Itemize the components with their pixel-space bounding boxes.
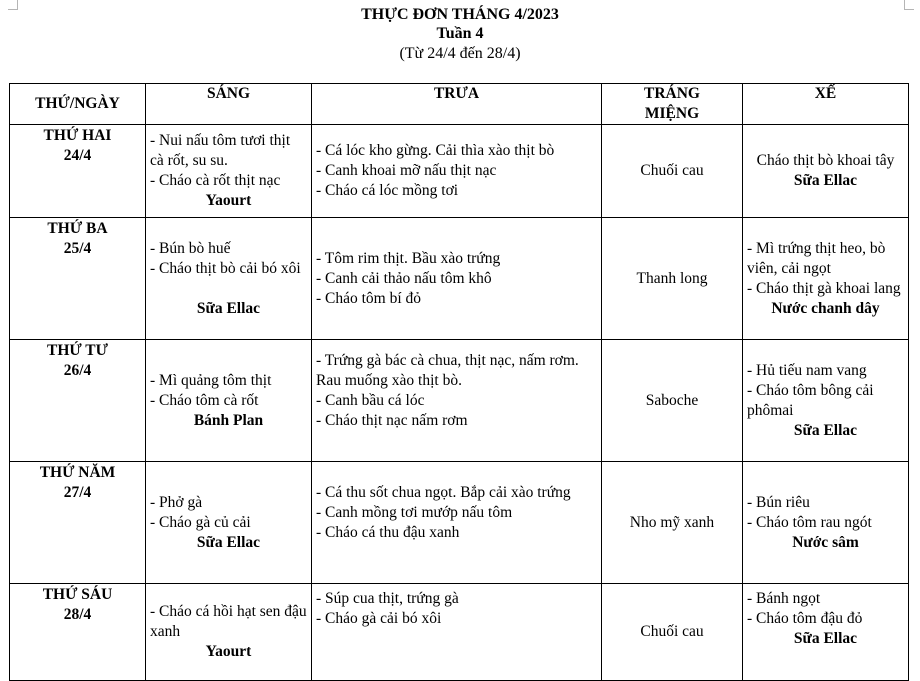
afternoon-cell (743, 340, 909, 462)
lunch-item: - Súp cua thịt, trứng gà (316, 590, 459, 607)
day-cell (10, 584, 146, 681)
lunch-item: - Canh cải thảo nấu tôm khô (316, 269, 492, 287)
morning-item: - Bún bò huế (150, 239, 231, 257)
dessert-cell: Chuối cau (602, 584, 743, 681)
morning-cell (146, 218, 312, 340)
lunch-cell (312, 340, 602, 462)
lunch-item: - Cá lóc kho gừng. Cải thìa xào thịt bò (316, 142, 555, 159)
afternoon-item: - Hủ tiếu nam vang (747, 361, 867, 379)
col-header-dessert-line2: MIỆNG (644, 105, 700, 122)
day-date: 25/4 (63, 240, 92, 257)
afternoon-cell (743, 462, 909, 584)
col-header-morning: SÁNG (146, 84, 312, 125)
afternoon-drink: Nước chanh dây (771, 299, 880, 317)
afternoon-item: - Cháo tôm rau ngót (747, 513, 872, 531)
day-date: 28/4 (63, 606, 92, 623)
date-range: (Từ 24/4 đến 28/4) (399, 45, 521, 62)
day-cell (10, 340, 146, 462)
morning-drink: Sữa Ellac (196, 533, 261, 551)
morning-item: - Phở gà (150, 493, 203, 511)
table-row (10, 218, 909, 340)
lunch-item: - Tôm rim thịt. Bầu xào trứng (316, 249, 501, 267)
lunch-cell (312, 584, 602, 681)
day-name: THỨ HAI (43, 127, 112, 144)
lunch-cell (312, 218, 602, 340)
morning-item: - Nui nấu tôm tươi thịt cà rốt, su su. (150, 132, 291, 169)
lunch-item: - Cháo cá lóc mồng tơi (316, 182, 459, 199)
day-name: THỨ TƯ (46, 342, 108, 359)
afternoon-cell (743, 584, 909, 681)
table-row (10, 584, 909, 681)
afternoon-item: Cháo thịt bò khoai tây (756, 152, 895, 169)
lunch-item: - Cháo thịt nạc nấm rơm (316, 411, 468, 429)
spacer (316, 543, 597, 563)
dessert-cell: Thanh long (602, 218, 743, 340)
lunch-item: - Canh mồng tơi mướp nấu tôm (316, 503, 513, 521)
morning-snack: Bánh Plan (193, 411, 264, 429)
morning-item: - Cháo cà rốt thịt nạc (150, 172, 281, 189)
lunch-item: - Cháo cá thu đậu xanh (316, 523, 460, 541)
day-name: THỨ SÁU (42, 586, 113, 603)
col-header-dessert-line1: TRÁNG (644, 85, 700, 102)
lunch-cell (312, 125, 602, 218)
table-row (10, 125, 909, 218)
lunch-item: - Trứng gà bác cà chua, thịt nạc, nấm rơm. Rau muống xào thịt bò. (316, 351, 579, 389)
lunch-item: - Canh khoai mỡ nấu thịt nạc (316, 162, 497, 179)
day-date: 27/4 (63, 484, 92, 501)
day-date: 24/4 (63, 147, 92, 164)
col-header-dessert (602, 84, 743, 125)
dessert-cell: Nho mỹ xanh (602, 462, 743, 584)
lunch-item: - Cháo tôm bí đỏ (316, 289, 422, 307)
afternoon-drink: Sữa Ellac (793, 172, 858, 189)
afternoon-drink: Sữa Ellac (793, 421, 858, 439)
afternoon-drink: Sữa Ellac (793, 630, 858, 647)
afternoon-cell (743, 125, 909, 218)
morning-item: - Cháo cá hồi hạt sen đậu xanh (150, 603, 307, 640)
morning-cell (146, 584, 312, 681)
lunch-cell (312, 462, 602, 584)
afternoon-cell (743, 218, 909, 340)
day-date: 26/4 (63, 362, 92, 379)
morning-item: - Cháo tôm cà rốt (150, 391, 259, 409)
spacer (316, 431, 597, 451)
table-row (10, 340, 909, 462)
col-header-day: THỨ/NGÀY (10, 84, 146, 125)
table-row (10, 462, 909, 584)
week-label: Tuần 4 (436, 25, 484, 42)
header-row (10, 84, 909, 125)
morning-item: - Mì quảng tôm thịt (150, 371, 272, 389)
morning-item: - Cháo gà củ cải (150, 513, 251, 531)
afternoon-item: - Cháo tôm đậu đỏ (747, 610, 863, 627)
col-header-afternoon: XẾ (743, 84, 909, 125)
afternoon-item: - Bún riêu (747, 493, 810, 511)
day-cell (10, 218, 146, 340)
afternoon-drink: Nước sâm (792, 533, 859, 551)
afternoon-item: - Bánh ngọt (747, 590, 821, 607)
morning-cell (146, 462, 312, 584)
lunch-item: - Canh bầu cá lóc (316, 391, 425, 409)
col-header-lunch: TRƯA (312, 84, 602, 125)
day-cell (10, 125, 146, 218)
morning-cell (146, 125, 312, 218)
lunch-item: - Cháo gà cải bó xôi (316, 610, 442, 627)
morning-cell (146, 340, 312, 462)
lunch-item: - Cá thu sốt chua ngọt. Bắp cải xào trứng (316, 483, 571, 501)
dessert-cell: Saboche (602, 340, 743, 462)
spacer (150, 279, 307, 299)
day-name: THỨ BA (47, 220, 108, 237)
day-name: THỨ NĂM (39, 464, 116, 481)
afternoon-item: - Cháo thịt gà khoai lang (747, 279, 901, 297)
afternoon-item: - Mì trứng thịt heo, bò viên, cải ngọt (747, 239, 886, 277)
morning-drink: Yaourt (205, 643, 252, 660)
afternoon-item: - Cháo tôm bông cải phômai (747, 381, 874, 419)
day-cell (10, 462, 146, 584)
menu-table (9, 83, 909, 681)
morning-drink: Sữa Ellac (196, 299, 261, 317)
morning-drink: Yaourt (205, 192, 252, 209)
dessert-cell: Chuối cau (602, 125, 743, 218)
morning-item: - Cháo thịt bò cải bó xôi (150, 259, 301, 277)
menu-title: THỰC ĐƠN THÁNG 4/2023 (361, 6, 559, 23)
